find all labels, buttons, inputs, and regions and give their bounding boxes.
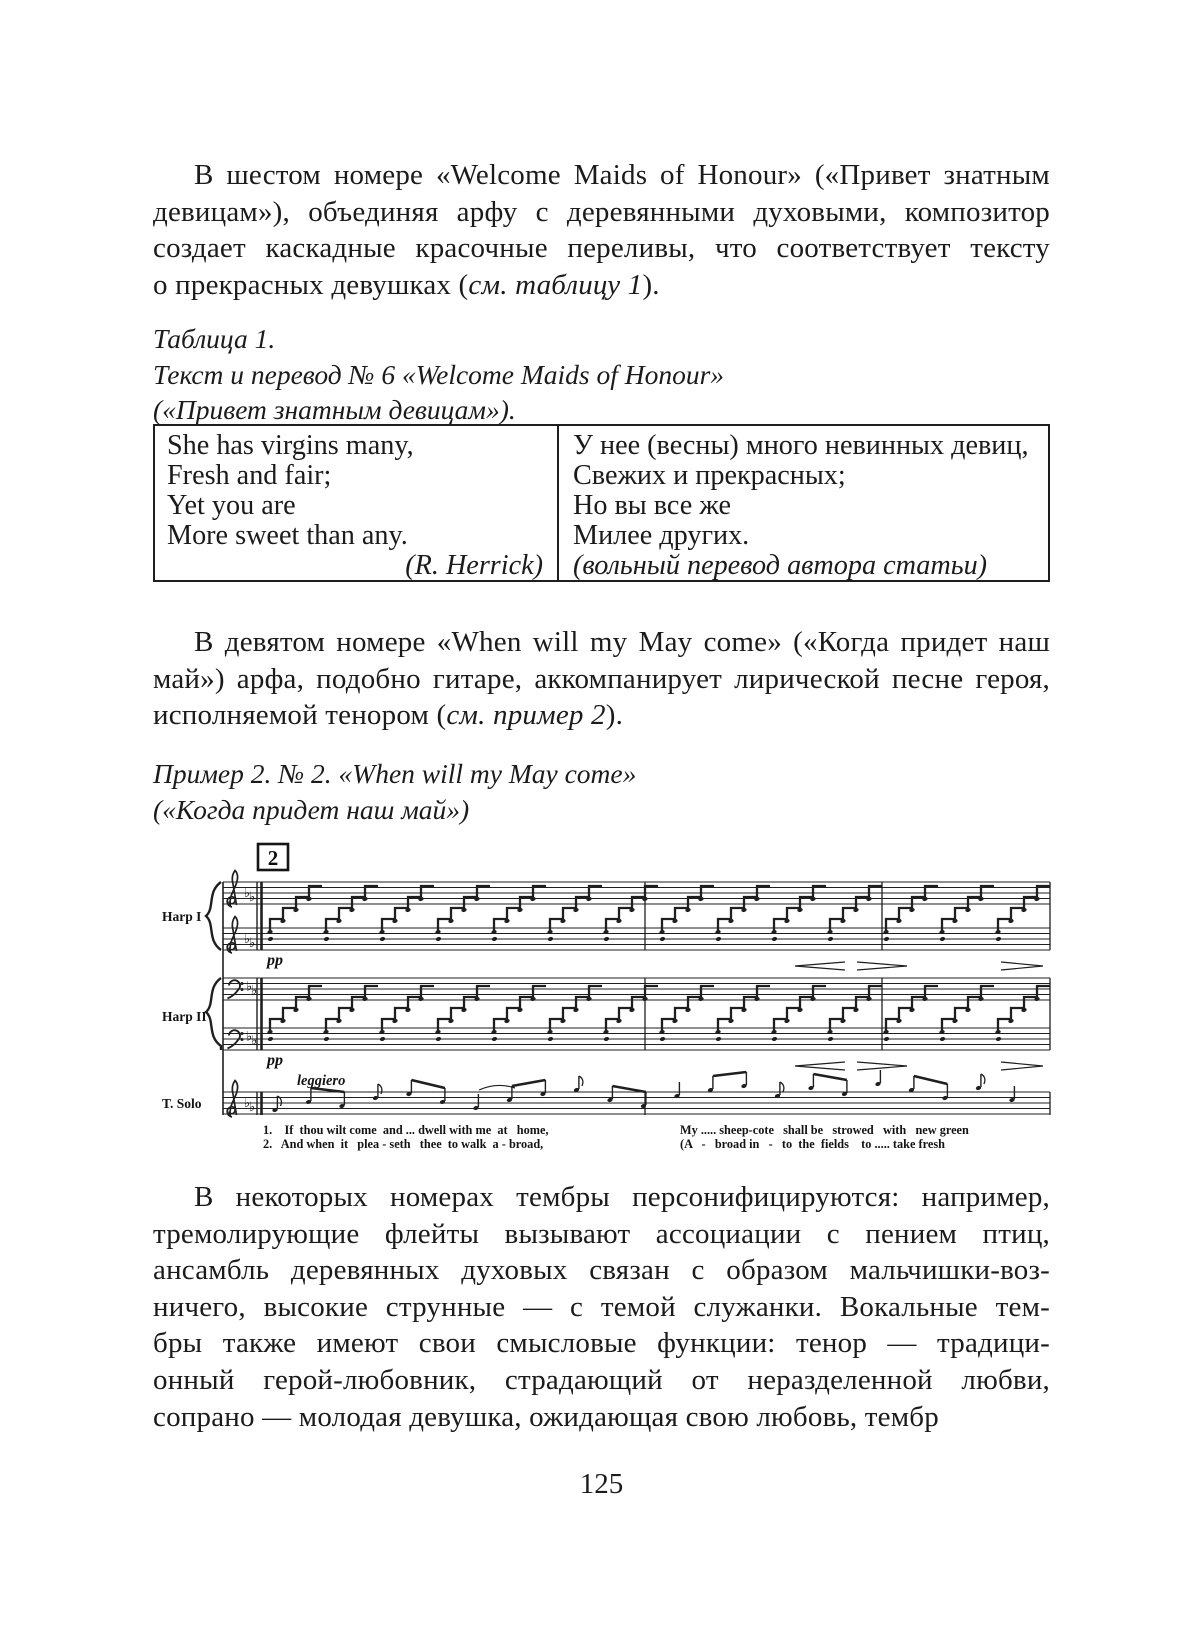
lyrics-verse2-right: (A - broad in - to the fields to ..... take fresh (680, 1137, 945, 1151)
svg-text:♭: ♭ (246, 979, 253, 995)
music-score-example (145, 838, 1055, 1156)
svg-text:♭: ♭ (249, 936, 256, 951)
svg-text:♭: ♭ (246, 1029, 253, 1045)
paragraph-when-will-my-may-come: В девятом номере «When will my May come» («Когда придет наш май») арфа, подобно гитаре, аккомпанирует лирической песне героя, исполняемой тенором (см. пример 2). (153, 626, 1050, 732)
lyrics-verse1-left: 1. If thou wilt come and ... dwell with me at home, (263, 1123, 549, 1137)
tenor-expression-leggiero: leggiero (297, 1073, 346, 1089)
svg-text:♭: ♭ (251, 1033, 258, 1049)
table-caption: Таблица 1. Текст и перевод № 6 «Welcome Maids of Honour» («Привет знатным девицам»). (153, 323, 725, 425)
svg-text:♭: ♭ (249, 1100, 256, 1115)
svg-text:♭: ♭ (244, 932, 251, 947)
harp2-dynamic-pp: pp (267, 1052, 283, 1069)
translation-attribution: (вольный перевод автора статьи) (573, 550, 988, 581)
example-caption: Пример 2. № 2. «When will my May come» («Когда придет наш май») (153, 758, 637, 825)
translated-verse: У нее (весны) много невинных девиц, Свежих и прекрасных; Но вы все же Милее других. (573, 430, 1029, 551)
table-cell-translation (559, 426, 1048, 580)
original-attribution: (R. Herrick) (405, 550, 543, 581)
rehearsal-mark: 2 (267, 846, 279, 870)
paragraph-welcome-maids: В шестом номере «Welcome Maids of Honour» («Привет знатным девицам»), объединяя арфу с деревянными духовыми, композитор создает каскадные красочные переливы, что соответствует тексту о прекрасных девушках (см. таблицу 1). (153, 159, 1050, 301)
svg-text:♭: ♭ (244, 1096, 251, 1111)
lyrics-verse2-left: 2. And when it plea - seth thee to walk a - broad, (263, 1137, 544, 1151)
harp1-label: Harp I (162, 909, 202, 924)
svg-text:♭: ♭ (251, 983, 258, 999)
tenor-solo-label: T. Solo (162, 1096, 202, 1111)
lyrics-verse1-right: My ..... sheep-cote shall be strowed with new green (680, 1123, 969, 1137)
svg-text:♭: ♭ (244, 886, 251, 901)
svg-text:♭: ♭ (249, 890, 256, 905)
table-cell-original (155, 426, 559, 580)
original-verse: She has virgins many, Fresh and fair; Yet you are More sweet than any. (167, 430, 414, 551)
harp1-dynamic-pp: pp (267, 952, 283, 969)
page-number: 125 (579, 1468, 624, 1500)
translation-table (153, 424, 1050, 582)
paragraph-timbres: В некоторых номерах тембры персонифицируются: например, тремолирующие флейты вызывают ассоциации с пением птиц, ансамбль деревянных духовых связан с образом мальчишки-воз- ничего, высокие струнные — с темой служанки. Вокальные тем- бры также имеют свои смысловые функции: тенор — традици- онный герой-любовник, страдающий от неразделенной любви, сопрано — молодая девушка, ожидающая свою любовь, тембр (153, 1181, 1050, 1433)
harp2-label: Harp II (162, 1009, 207, 1024)
